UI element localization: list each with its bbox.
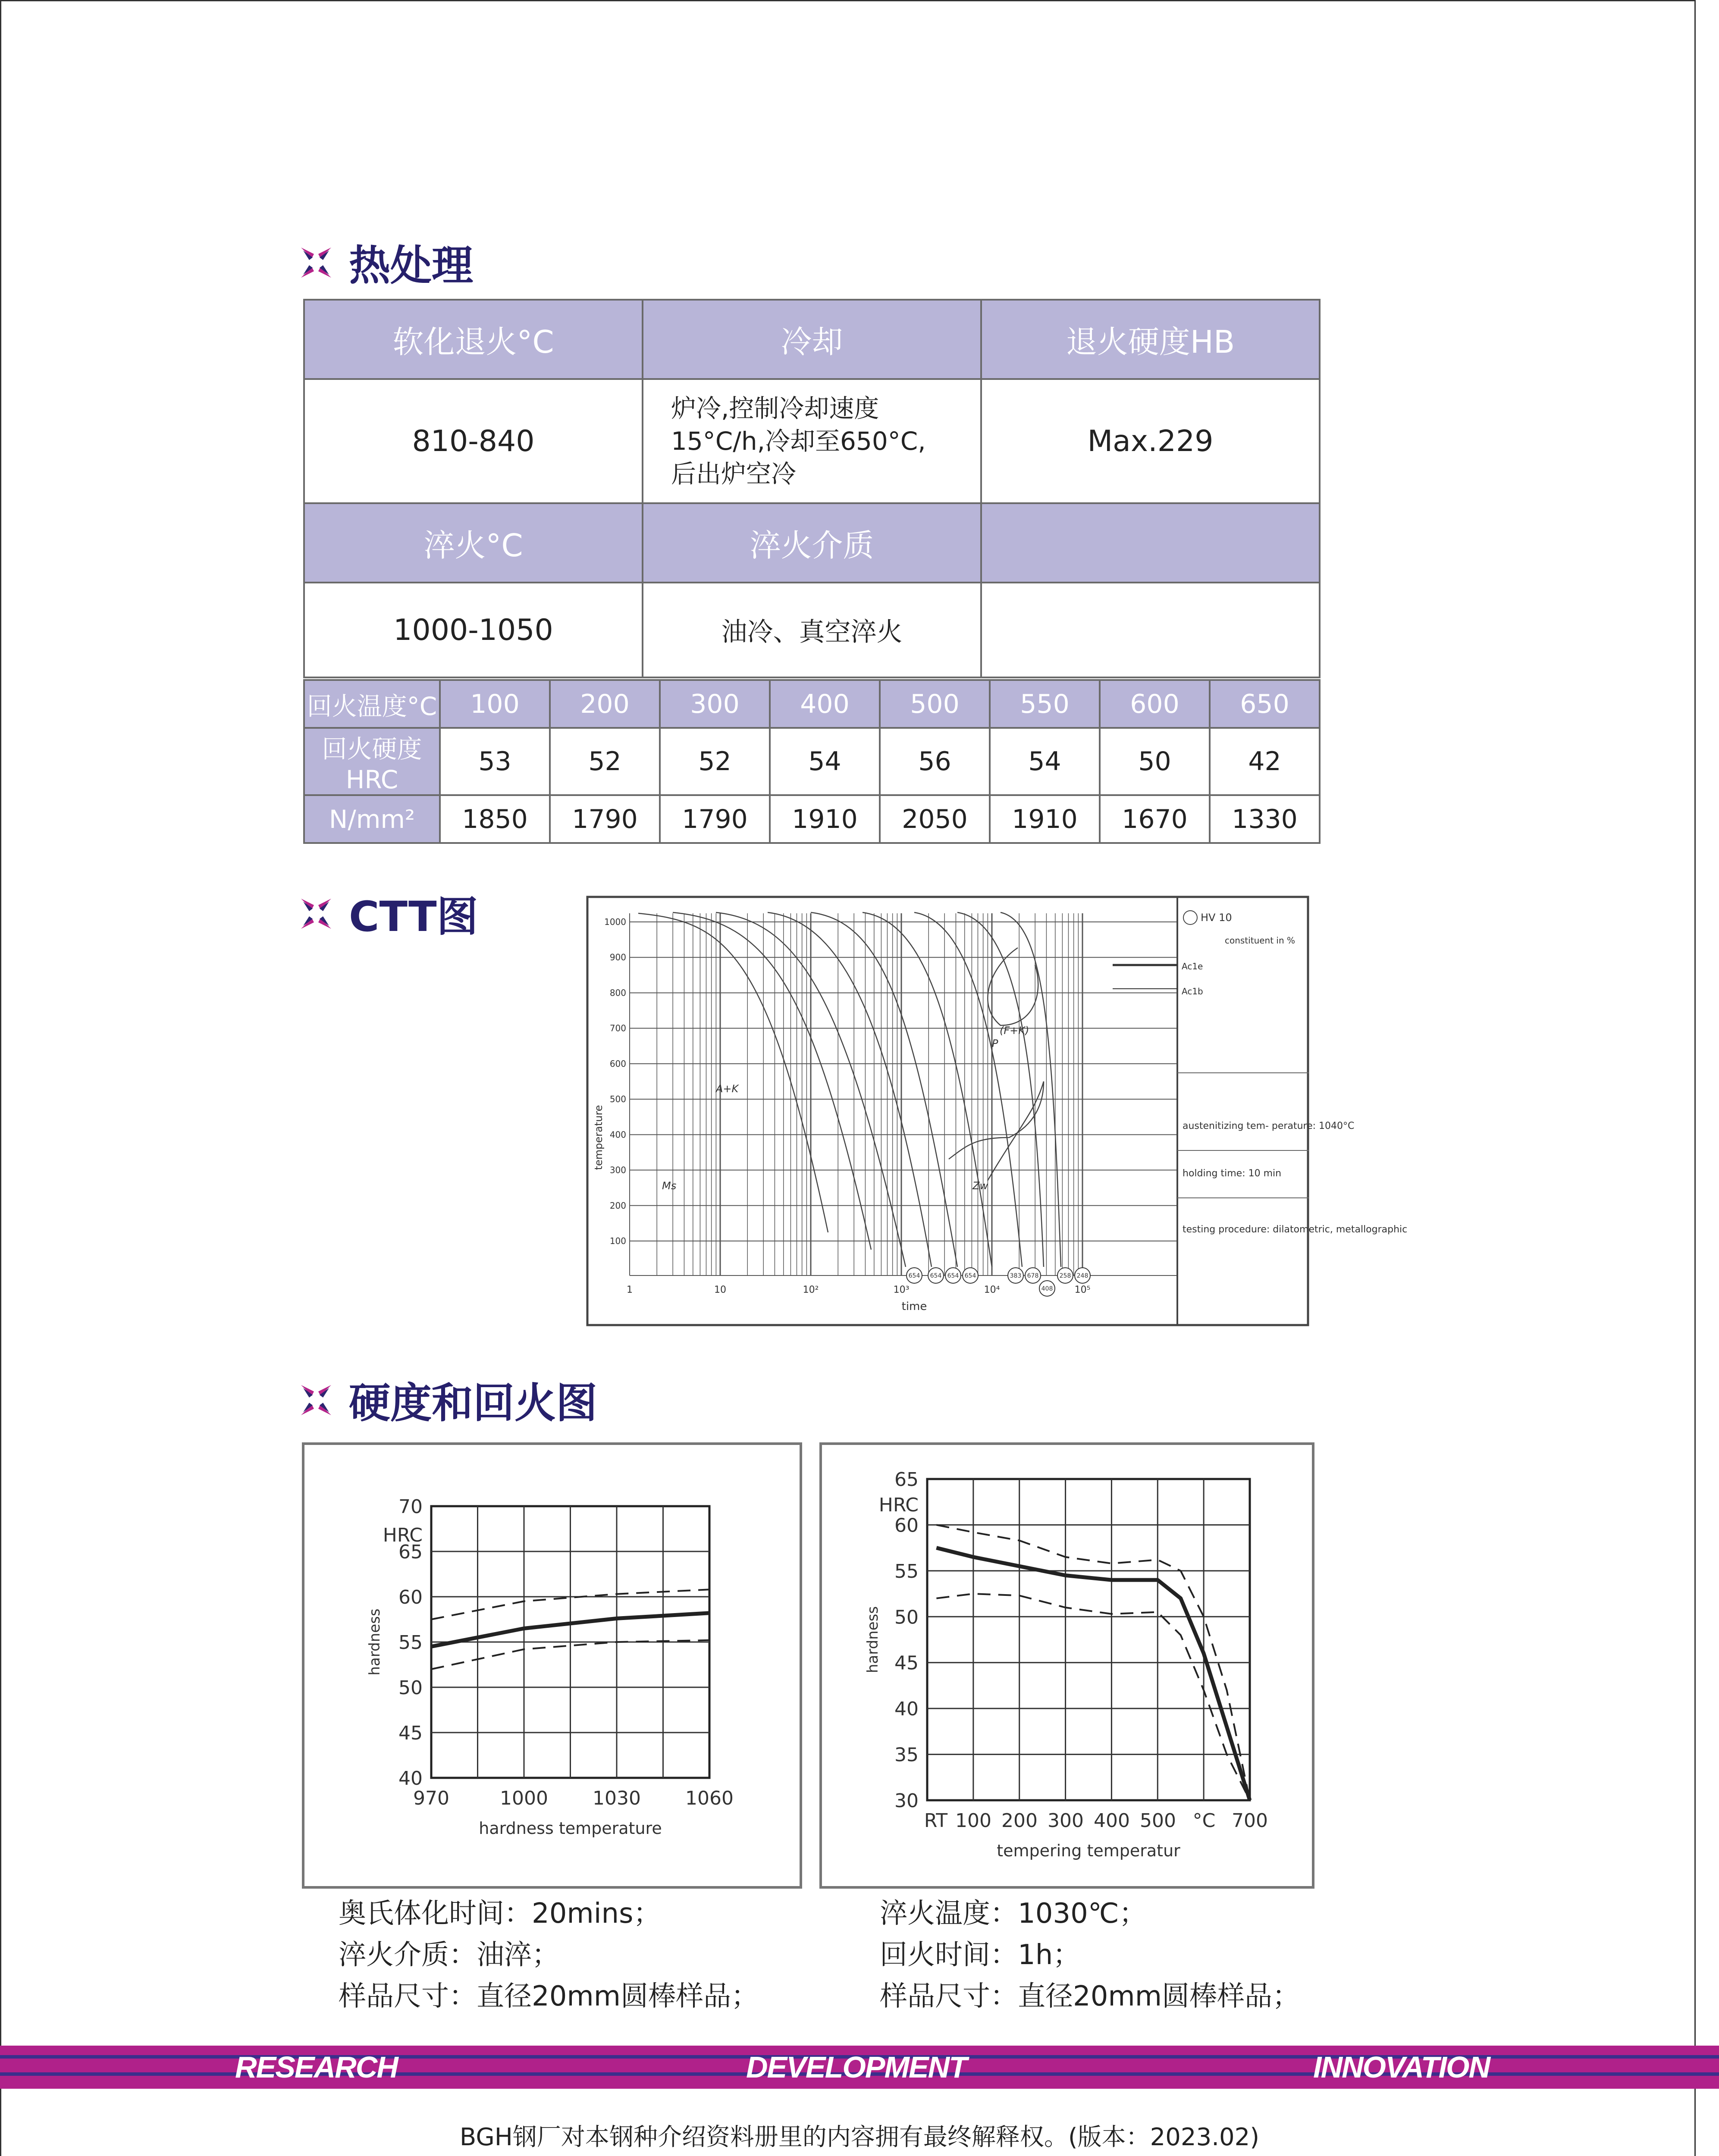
chart-y-tick: 65 [398,1541,423,1563]
temp-cell: 600 [1100,680,1210,728]
chart-x-tick: °C [1192,1810,1216,1832]
quench-medium: 油冷、真空淬火 [643,583,981,677]
chart-x-tick: RT [924,1810,948,1832]
ctt-y-tick: 300 [609,1165,626,1175]
hrc-cell: 53 [440,728,550,795]
chart-y-tick: 70 [398,1496,423,1518]
header-quench: 淬火°C [304,503,643,583]
cooling-line-3: 后出炉空冷 [671,459,797,489]
temp-cell: 500 [880,680,990,728]
chart-y-tick: 45 [894,1652,919,1674]
strength-cell: 1850 [440,795,550,843]
chart-y-tick: 55 [398,1632,423,1654]
ctt-y-tick: 900 [609,952,626,963]
ctt-hardness-label: 654 [908,1272,920,1279]
section-ctt [299,884,478,943]
hrc-cell: 42 [1210,728,1320,795]
cooling-line-2: 15°C/h,冷却至650°C, [671,426,926,456]
chart-x-tick: 100 [955,1810,991,1832]
ctt-x-tick: 1 [627,1285,633,1295]
chart-y-tick: 40 [894,1698,919,1720]
heat-treatment-table [303,299,1321,678]
banner-research: RESEARCH [235,2050,398,2084]
hrc-cell: 56 [880,728,990,795]
ctt-legend-constituent: constituent in % [1225,935,1296,946]
anneal-hardness: Max.229 [981,379,1320,503]
quench-range: 1000-1050 [304,583,643,677]
ctt-y-tick: 500 [609,1094,626,1105]
annealing-range: 810-840 [304,379,643,503]
chart-x-tick: 200 [1001,1810,1038,1832]
ctt-note-austenitizing: austenitizing tem- perature: 1040°C [1183,1121,1355,1131]
label-temper-temp: 回火温度°C [304,680,440,728]
ctt-diagram [587,896,1408,1326]
cooling-description [643,379,981,503]
chart-x-label: tempering temperatur [997,1841,1180,1860]
header-empty [981,503,1320,583]
ctt-x-tick: 10⁵ [1074,1285,1091,1295]
caption-medium: 淬火介质：油淬； [339,1939,559,1971]
chart-y-unit: HRC [383,1524,423,1546]
footer-note: BGH钢厂对本钢种介绍资料册里的内容拥有最终解释权。(版本：2023.02) [459,2123,1260,2151]
section-bullet-icon [299,1383,333,1417]
header-annealing: 软化退火°C [304,300,643,379]
ctt-diagram-svg [587,896,1408,1326]
tempering-hrc-row [304,728,1320,795]
strength-cell: 1330 [1210,795,1320,843]
temp-cell: 100 [440,680,550,728]
chart-x-label: hardness temperature [479,1819,662,1838]
strength-cell: 1670 [1100,795,1210,843]
ctt-hardness-label: 408 [1041,1285,1053,1292]
ctt-legend-ac1b: Ac1b [1182,986,1203,997]
chart-y-label: hardness [366,1608,383,1676]
ctt-x-label: time [901,1300,927,1313]
tempering-strength-row [304,795,1320,843]
ctt-legend-ac1e: Ac1e [1182,961,1203,971]
ctt-note-testing: testing procedure: dilatometric, metallographic [1183,1224,1408,1235]
chart-y-tick: 60 [398,1586,423,1608]
hrc-cell: 54 [990,728,1100,795]
ctt-y-label: temperature [593,1105,605,1170]
ctt-y-tick: 200 [609,1200,626,1211]
header-anneal-hardness: 退火硬度HB [981,300,1320,379]
chart-x-tick: 1060 [685,1787,734,1809]
caption-temper-time: 回火时间：1h； [880,1939,1081,1971]
tempering-chart-svg [819,1442,1314,1889]
tempering-chart [819,1442,1314,1889]
quench-empty [981,583,1320,677]
section-hardness-tempering [299,1370,597,1429]
ctt-x-tick: 10² [803,1285,819,1295]
ctt-y-tick: 100 [609,1236,626,1246]
caption-sample: 样品尺寸：直径20mm圆棒样品； [880,1981,1300,2012]
temp-cell: 550 [990,680,1100,728]
ctt-y-tick: 700 [609,1023,626,1034]
section-heat-treatment [299,233,473,292]
hrc-cell: 50 [1100,728,1210,795]
chart-x-tick: 1030 [593,1787,641,1809]
chart-y-unit: HRC [878,1494,919,1516]
ctt-note-holding: holding time: 10 min [1183,1168,1282,1179]
chart-y-tick: 60 [894,1514,919,1537]
tempering-table [303,679,1321,844]
chart-x-tick: 700 [1232,1810,1268,1832]
chart-y-tick: 30 [894,1790,919,1812]
section-title: 硬度和回火图 [349,1379,597,1427]
ctt-hardness-label: 678 [1027,1272,1039,1279]
ctt-y-tick: 800 [609,987,626,998]
header-quench-medium: 淬火介质 [643,503,981,583]
ctt-x-tick: 10 [714,1285,726,1295]
ctt-region-p: P [992,1037,998,1050]
ctt-hardness-label: 654 [930,1272,942,1279]
ctt-y-tick: 600 [609,1058,626,1069]
hrc-cell: 52 [550,728,660,795]
strength-cell: 1910 [990,795,1100,843]
temp-cell: 300 [660,680,770,728]
hrc-cell: 54 [770,728,880,795]
chart-y-tick: 40 [398,1767,423,1789]
section-bullet-icon [299,896,333,931]
chart-y-label: hardness [864,1606,881,1673]
temp-cell: 200 [550,680,660,728]
section-title: 热处理 [349,241,473,290]
ctt-x-tick: 10³ [893,1285,910,1295]
chart-y-tick: 45 [398,1722,423,1744]
ctt-hardness-label: 383 [1010,1272,1022,1279]
strength-cell: 2050 [880,795,990,843]
ctt-region-ms: Ms [662,1180,677,1192]
chart-x-tick: 1000 [500,1787,548,1809]
cooling-line-1: 炉冷,控制冷却速度 [671,394,879,423]
label-strength: N/mm² [304,795,440,843]
caption-sample: 样品尺寸：直径20mm圆棒样品； [339,1981,759,2012]
tempering-temp-row [304,680,1320,728]
chart-x-tick: 400 [1094,1810,1130,1832]
ctt-region-fk: (F+K) [1000,1025,1029,1037]
chart-y-tick: 65 [894,1469,919,1491]
caption-quench-temp: 淬火温度：1030℃； [880,1898,1147,1930]
ctt-hardness-label: 654 [964,1272,976,1279]
ctt-x-tick: 10⁴ [984,1285,1000,1295]
ctt-region-ak: A+K [716,1083,739,1095]
ctt-region-zw: Zw [972,1180,988,1192]
caption-austenitize: 奥氏体化时间：20mins； [339,1898,661,1930]
hardness-chart [302,1442,802,1889]
chart-x-tick: 300 [1048,1810,1084,1832]
chart-y-tick: 50 [894,1606,919,1629]
chart-x-tick: 500 [1140,1810,1176,1832]
chart-y-tick: 50 [398,1677,423,1699]
temp-cell: 400 [770,680,880,728]
ctt-hardness-label: 258 [1059,1272,1071,1279]
header-cooling: 冷却 [643,300,981,379]
ctt-y-tick: 400 [609,1129,626,1140]
ctt-hardness-label: 248 [1076,1272,1088,1279]
hrc-cell: 52 [660,728,770,795]
chart-y-tick: 55 [894,1560,919,1583]
strength-cell: 1910 [770,795,880,843]
section-title: CTT图 [349,893,478,941]
caption-left [339,1893,759,2017]
ctt-legend-hv: HV 10 [1201,912,1232,924]
temp-cell: 650 [1210,680,1320,728]
banner-innovation: INNOVATION [1313,2050,1490,2084]
banner-development: DEVELOPMENT [746,2050,966,2084]
strength-cell: 1790 [660,795,770,843]
label-temper-hrc: 回火硬度HRC [304,728,440,795]
caption-right [880,1893,1300,2017]
strength-cell: 1790 [550,795,660,843]
hardness-chart-svg [302,1442,802,1889]
ctt-hardness-label: 654 [947,1272,959,1279]
chart-y-tick: 35 [894,1744,919,1766]
ctt-y-tick: 1000 [604,917,626,927]
section-bullet-icon [299,245,333,280]
chart-x-tick: 970 [413,1787,449,1809]
